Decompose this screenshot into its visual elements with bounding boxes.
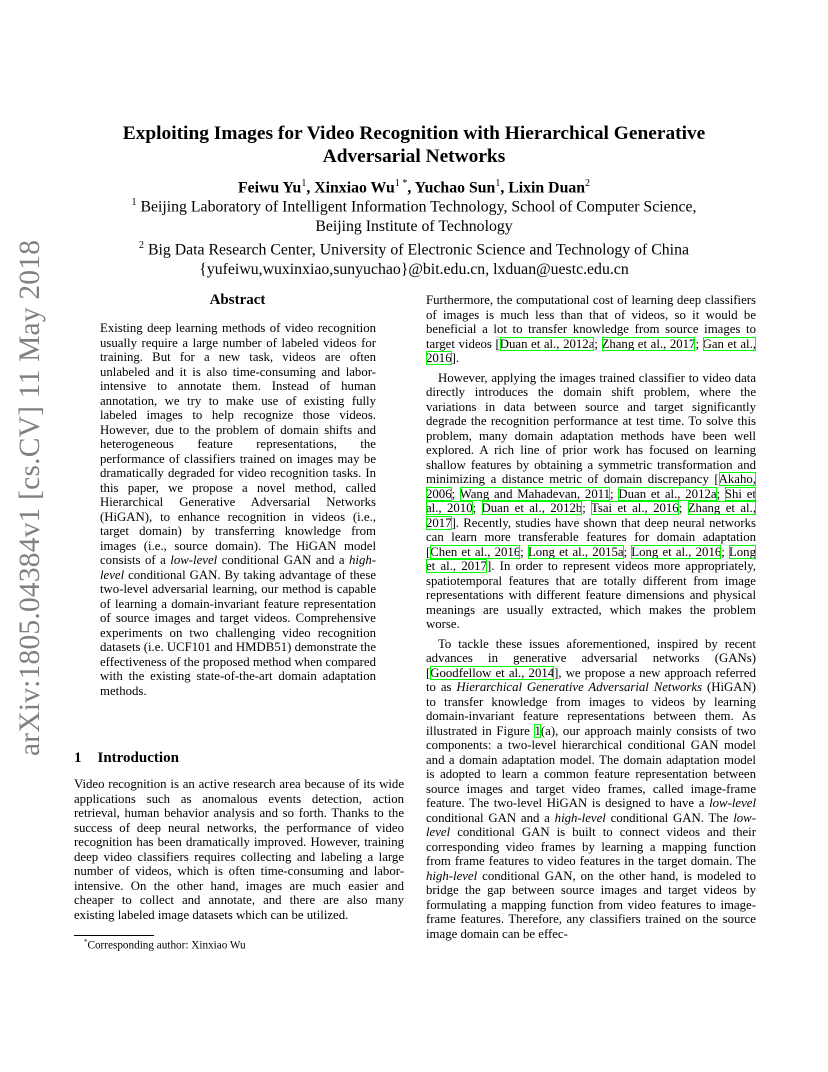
section-title: Introduction [97,750,179,766]
body-text: ]. Recently, studies have shown that deep neural networks can learn more transferable features for domain adaptation [ [426,515,756,559]
citation-link[interactable]: Shi et al., 2010 [426,486,756,515]
citation-link[interactable]: Wang and Mahadevan, 2011 [459,486,611,501]
affiliation-text: Big Data Research Center, University of Electronic Science and Technology of China [144,241,689,259]
right-column [426,293,756,941]
paper-title [100,122,728,168]
citation-link[interactable]: Long et al., 2015a [527,544,624,559]
right-paragraph-3 [426,637,756,942]
body-text: ; [610,486,619,501]
author-name: , Lixin Duan [500,179,586,197]
author-sup: 1 * [394,178,408,189]
citation-link[interactable]: Zhang et al., 2017 [601,336,696,351]
body-text: ; [451,486,460,501]
section-heading-introduction [74,750,404,767]
right-paragraph-2 [426,371,756,632]
emphasis: low-level [709,796,756,810]
affiliation-2 [80,236,748,260]
body-text: To tackle these issues aforementioned, inspired by recent advances in generative adversarial networks (GANs) [ [426,636,756,680]
citation-link[interactable]: Long et al., 2016 [631,544,722,559]
affiliation-sup: 1 [131,197,137,208]
citation-link[interactable]: Duan et al., 2012a [499,336,595,351]
emphasis: low-level [426,810,756,839]
footnote-text: Corresponding author: Xinxiao Wu [87,939,246,952]
title-line-2: Adversarial Networks [322,146,506,167]
section-number: 1 [74,750,82,766]
body-text: ; [582,501,591,515]
body-text: ; [623,544,632,559]
body-text: ; [716,486,725,501]
citation-link[interactable]: Goodfellow et al., 2014 [430,665,555,680]
citation-link[interactable]: Tsai et al., 2016 [590,501,679,515]
body-text: ]. [451,351,460,365]
author-name: Feiwu Yu [237,179,302,197]
introduction-paragraph [74,777,404,922]
intro-text: Video recognition is an active research area because of its wide applications such as anomalous events detection, action retrieval, human behavior analysis and so forth. Thanks to the success of deep neural networks, the performance of video recognition has been dramatically improved. However, training deep video classifiers requires collecting and labeling a large number of videos, which is often time-consuming and labor-intensive. On the other hand, images are much easier and cheaper to collect and annotate, and there are also many existing labeled image datasets which can be utilized. [74,777,404,922]
abstract-emphasis: high-level [100,553,377,582]
author-name: , Xinxiao Wu [306,179,395,197]
body-text: (HiGAN) to transfer knowledge from images to videos by learning domain-invariant feature representations between them. As illustrated in Figure [426,680,756,738]
footnote-divider [74,935,154,936]
citation-link[interactable]: Akaho, 2006 [426,472,756,501]
emphasis: high-level [426,868,478,883]
footnote-marker: * [84,938,88,946]
citation-link[interactable]: Zhang et al., 2017 [426,501,756,530]
citation-link[interactable]: Duan et al., 2012b [481,501,583,515]
body-text: However, applying the images trained classifier to video data directly introduces the domain shift problem, where the variations in data between source and target significantly degrade the recognition performance at test time. To solve this problem, many domain adaptation methods have been well explored. A rich line of prior work has focused on learning shallow features by obtaining a symmetric transformation and minimizing a distance metric of domain discrepancy [ [426,370,756,486]
body-text: Furthermore, the computational cost of learning deep classifiers of images is much less than that of videos, so it would be beneficial a lot to transfer knowledge from source images to target videos [ [426,293,756,351]
body-text: ]. In order to represent videos more appropriately, spatiotemporal features that are totally different from image representations with different feature dimensions and physical meanings are usually extracted, which makes the problem worse. [426,559,756,631]
abstract-heading: Abstract [209,292,266,308]
body-text: ; [678,501,688,515]
footnote [84,938,246,952]
abstract-text: conditional GAN and a [217,553,349,567]
affiliation-sup: 2 [139,240,144,252]
citation-link[interactable]: Long et al., 2017 [426,544,756,573]
body-text: ; [594,336,602,351]
abstract-body [100,321,376,698]
title-line-1: Exploiting Images for Video Recognition with Hierarchical Generative [122,123,706,144]
emphasis: Hierarchical Generative Adversarial Networks [456,680,703,694]
body-text: ; [721,544,729,559]
body-text: (a), our approach mainly consists of two components: a two-level hierarchical conditional GAN model and a domain adaptation model. The domain adaptation model is adopted to learn a common feature representation between source images and target video frames, called image-frame feature. The two-level HiGAN is designed to have a [426,723,756,810]
author-name: , Yuchao Sun [407,179,496,197]
abstract-text: Existing deep learning methods of video recognition usually require a large number of labeled videos for training. But for a new task, videos are often unlabeled and it is also time-consuming and labor-intensive to annotate them. Instead of human annotation, we try to make use of existing fully labeled images to help recognize those videos. However, due to the problem of domain shifts and heterogeneous feature representations, the performance of classifiers trained on images may be dramatically degraded for video recognition tasks. In this paper, we propose a novel method, called Hierarchical Generative Adversarial Networks (HiGAN), to enhance recognition in videos (i.e., target domain) by transferring knowledge from images (i.e., source domain). The HiGAN model consists of a [100,321,376,567]
author-sup: 2 [585,178,591,189]
body-text: ; [472,501,482,515]
body-text: conditional GAN, on the other hand, is modeled to bridge the gap between source images and target videos by formulating a mapping function from video features to image-frame features. Therefore, any classifiers trained on the source image domain can be effec- [426,868,756,941]
citation-link[interactable]: Gan et al., 2016 [426,336,756,365]
arxiv-identifier: arXiv:1805.04384v1 [cs.CV] 11 May 2018 [14,239,46,756]
body-text: ], we propose a new approach referred to as [426,665,756,694]
citation-link[interactable]: Chen et al., 2016 [430,544,521,559]
body-text: conditional GAN and a [426,810,555,825]
body-text: ; [520,544,528,559]
affiliation-1 [80,193,748,217]
author-emails: {yufeiwu,wuxinxiao,sunyuchao}@bit.edu.cn, lxduan@uestc.edu.cn [199,260,629,278]
body-text: ; [695,336,703,351]
author-sup: 1 [495,178,501,189]
figure-link[interactable]: 1 [534,723,541,738]
abstract-text: conditional GAN. By taking advantage of these two-level adversarial learning, our method is capable of learning a domain-invariant feature representation of source images and target videos. Comprehensive experiments on two challenging video recognition datasets (i.e. UCF101 and HMDB51) demonstrate the effectiveness of the proposed method when compared with the existing state-of-the-art domain adaptation methods. [100,567,376,698]
body-text: conditional GAN is built to connect videos and their corresponding video frames by learning a mapping function from frame features to video features in the target domain. The [426,825,756,868]
body-text: conditional GAN. The [605,810,734,825]
abstract-emphasis: low-level [170,553,218,567]
citation-link[interactable]: Duan et al., 2012a [618,486,717,501]
emphasis: high-level [554,810,606,825]
affiliation-1-cont: Beijing Institute of Technology [315,217,513,235]
right-paragraph-1 [426,293,756,366]
affiliation-text: Beijing Laboratory of Intelligent Information Technology, School of Computer Science, [136,198,697,216]
author-sup: 1 [301,178,307,189]
affiliations [80,193,748,279]
